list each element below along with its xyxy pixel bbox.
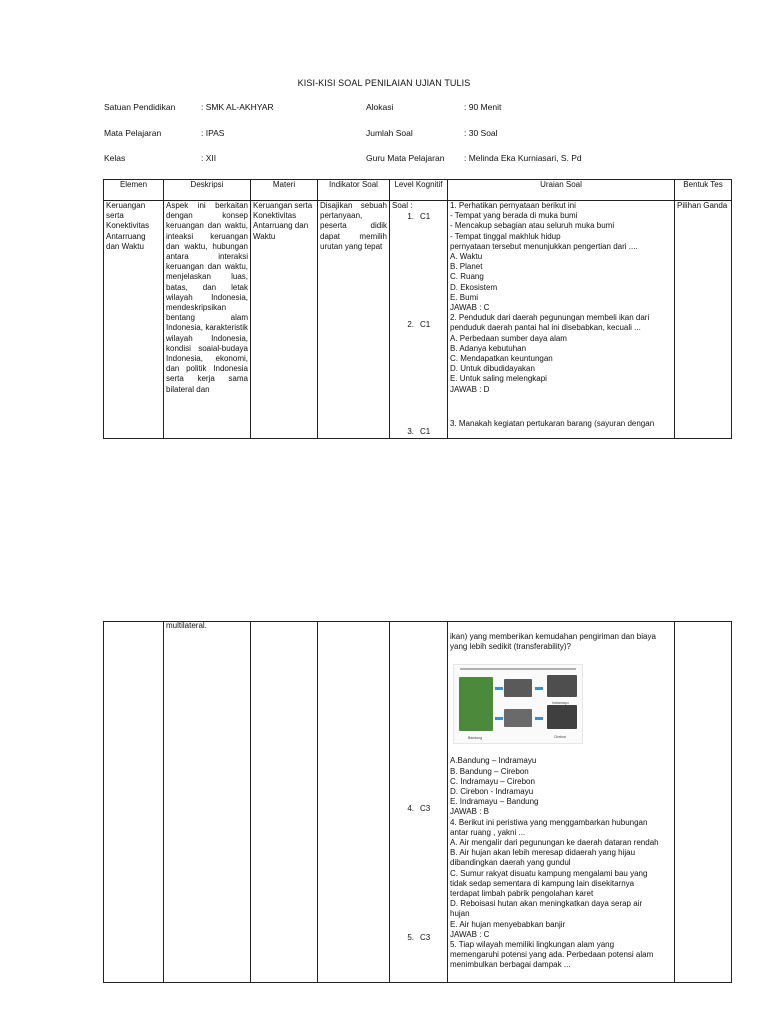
header-row	[104, 180, 732, 201]
question-line: hujan	[450, 909, 470, 919]
question-line: A. Perbedaan sumber daya alam	[450, 333, 567, 343]
question-line: antar ruang , yakni ...	[450, 827, 526, 837]
question-line: JAWAB : D	[450, 384, 490, 394]
question-line: terdapat limbah pabrik pengolahan karet	[450, 889, 594, 899]
question-line: 2. Penduduk dari daerah pegunungan membeli ikan dari	[450, 313, 650, 323]
question-line: - Mencakup sebagian atau seluruh muka bumi	[450, 221, 615, 231]
uraian-cell-cont	[448, 622, 675, 983]
question-line: B. Adanya kebutuhan	[450, 343, 527, 353]
label-bandung: Bandung	[468, 736, 483, 741]
bentuk-cell: Pilihan Ganda	[675, 201, 732, 439]
label-indramayu: Indramayu	[552, 701, 569, 706]
question-line: 4. Berikut ini peristiwa yang menggambarkan hubungan	[450, 817, 648, 827]
elemen-cell: Keruangan serta Konektivitas Antarruang dan Waktu	[104, 201, 164, 439]
question-line: - Tempat tinggal makhluk hidup	[450, 231, 561, 241]
jumlah-label: Jumlah Soal	[366, 128, 413, 138]
question-line: 5. Tiap wilayah memiliki lingkungan alam yang	[450, 940, 615, 950]
question-line: 1. Perhatikan pernyataan berikut ini	[450, 201, 576, 210]
guru-label: Guru Mata Pelajaran	[366, 153, 445, 163]
question-line: JAWAB : C	[450, 929, 490, 939]
vegetables-photo	[504, 679, 532, 697]
question-line: E. Air hujan menyebabkan banjir	[450, 919, 566, 929]
soal-label: Soal :	[392, 201, 413, 210]
question-line: yang lebih sedikit (transferability)?	[450, 642, 571, 652]
materi-cell-cont	[251, 622, 318, 983]
kelas-value: : XII	[201, 153, 217, 163]
question-line: D. Untuk dibudidayakan	[450, 364, 535, 374]
question-line: A.Bandung – Indramayu	[450, 756, 537, 766]
farmer-photo	[459, 677, 493, 731]
question-3-text	[450, 632, 672, 652]
question-line: D. Cirebon - Indramayu	[450, 787, 534, 797]
question-line: C. Sumur rakyat disuatu kampung mengalami bau yang	[450, 868, 648, 878]
cirebon-photo	[547, 705, 577, 729]
question-text-cont	[450, 756, 672, 970]
question-line: menimbulkan berbagai dampak ...	[450, 960, 571, 970]
level-cell	[390, 201, 448, 439]
question-line: pernyataan tersebut menunjukkan pengertian dari ....	[450, 241, 638, 251]
table-row	[104, 201, 732, 439]
question-line: - Tempat yang berada di muka bumi	[450, 211, 578, 221]
header-indikator: Indikator Soal	[318, 180, 390, 201]
deskripsi-cell-cont: multilateral.	[164, 622, 251, 983]
question-line: dibandingkan daerah yang gundul	[450, 858, 571, 868]
level-item: 1. C1	[407, 212, 431, 221]
header-bentuk: Bentuk Tes	[675, 180, 732, 201]
header-uraian: Uraian Soal	[448, 180, 675, 201]
fish-photo	[504, 709, 532, 727]
question-line: ikan) yang memberikan kemudahan pengiriman dan biaya	[450, 632, 656, 641]
question-line: tidak sedap sementara di kampung lain disekitarnya	[450, 878, 635, 888]
question-line: C. Mendapatkan keuntungan	[450, 354, 553, 364]
header-materi: Materi	[251, 180, 318, 201]
question-line: C. Ruang	[450, 272, 484, 282]
trade-routes-figure	[453, 664, 583, 744]
header-elemen: Elemen	[104, 180, 164, 201]
question-line: D. Reboisasi hutan akan meningkatkan daya serap air	[450, 899, 643, 909]
indramayu-photo	[547, 675, 577, 697]
question-line: C. Indramayu – Cirebon	[450, 776, 535, 786]
question-line: D. Ekosistem	[450, 282, 498, 292]
level-item: 2. C1	[407, 320, 431, 329]
arrow-icon	[535, 687, 543, 690]
level-cell-cont	[390, 622, 448, 983]
document-title: KISI-KISI SOAL PENILAIAN UJIAN TULIS	[297, 78, 471, 88]
question-line: E. Indramayu – Bandung	[450, 797, 539, 807]
question-line: A. Air mengalir dari pegunungan ke daerah dataran rendah	[450, 838, 659, 848]
kisi-table-page1	[103, 179, 732, 439]
arrow-icon	[495, 717, 503, 720]
question-line: penduduk daerah pantai hal ini disebabkan, kecuali ...	[450, 323, 641, 333]
alokasi-label: Alokasi	[366, 102, 394, 112]
indikator-cell: Disajikan sebuah pertanyaan, peserta didik dapat memilih urutan yang tepat	[318, 201, 390, 439]
question-text	[450, 201, 672, 395]
jumlah-value: : 30 Soal	[464, 128, 498, 138]
level-item: 3. C1	[407, 427, 431, 436]
mapel-label: Mata Pelajaran	[104, 128, 162, 138]
materi-cell: Keruangan serta Konektivitas Antarruang dan Waktu	[251, 201, 318, 439]
label-cirebon: Cirebon	[554, 735, 567, 740]
uraian-cell	[448, 201, 675, 439]
question-line: B. Planet	[450, 262, 483, 272]
alokasi-value: : 90 Menit	[464, 102, 502, 112]
deskripsi-cell: Aspek ini berkaitan dengan konsep keruangan dan waktu, inteaksi keruangan dan waktu, hubungan antara interaksi keruangan dan waktu, menjelaskan luas, batas, dan letak wilayah Indonesia, mendeskripsikan bentang alam Indonesia, karakteristik wilayah Indonesia, kondisi soaial-budaya Indonesia, ekonomi, dan politik Indonesia serta kerja sama bilateral dan	[164, 201, 251, 439]
guru-value: : Melinda Eka Kurniasari, S. Pd	[464, 153, 582, 163]
question-line: E. Bumi	[450, 292, 479, 302]
satuan-value: : SMK AL-AKHYAR	[201, 102, 274, 112]
header-deskripsi: Deskripsi	[164, 180, 251, 201]
question-3-line: 3. Manakah kegiatan pertukaran barang (sayuran dengan	[450, 419, 655, 428]
kisi-table-page2	[103, 621, 732, 983]
question-line: JAWAB : B	[450, 807, 489, 817]
mapel-value: : IPAS	[201, 128, 225, 138]
satuan-label: Satuan Pendidikan	[104, 102, 176, 112]
question-line: B. Bandung – Cirebon	[450, 766, 529, 776]
arrow-icon	[495, 687, 503, 690]
question-line: A. Waktu	[450, 252, 483, 262]
elemen-cell-cont	[104, 622, 164, 983]
bentuk-cell-cont	[675, 622, 732, 983]
question-line: B. Air hujan akan lebih meresap didaerah yang hijau	[450, 848, 636, 858]
table-row	[104, 622, 732, 983]
question-line: JAWAB : C	[450, 303, 490, 313]
question-line: E. Untuk saling melengkapi	[450, 374, 547, 384]
indikator-cell-cont	[318, 622, 390, 983]
level-item: 4. C3	[407, 804, 431, 813]
question-line: memengaruhi potensi yang ada. Perbedaan potensi alam	[450, 950, 654, 960]
level-item: 5. C3	[407, 933, 431, 942]
header-level: Level Kognitif	[390, 180, 448, 201]
arrow-icon	[535, 717, 543, 720]
kelas-label: Kelas	[104, 153, 126, 163]
